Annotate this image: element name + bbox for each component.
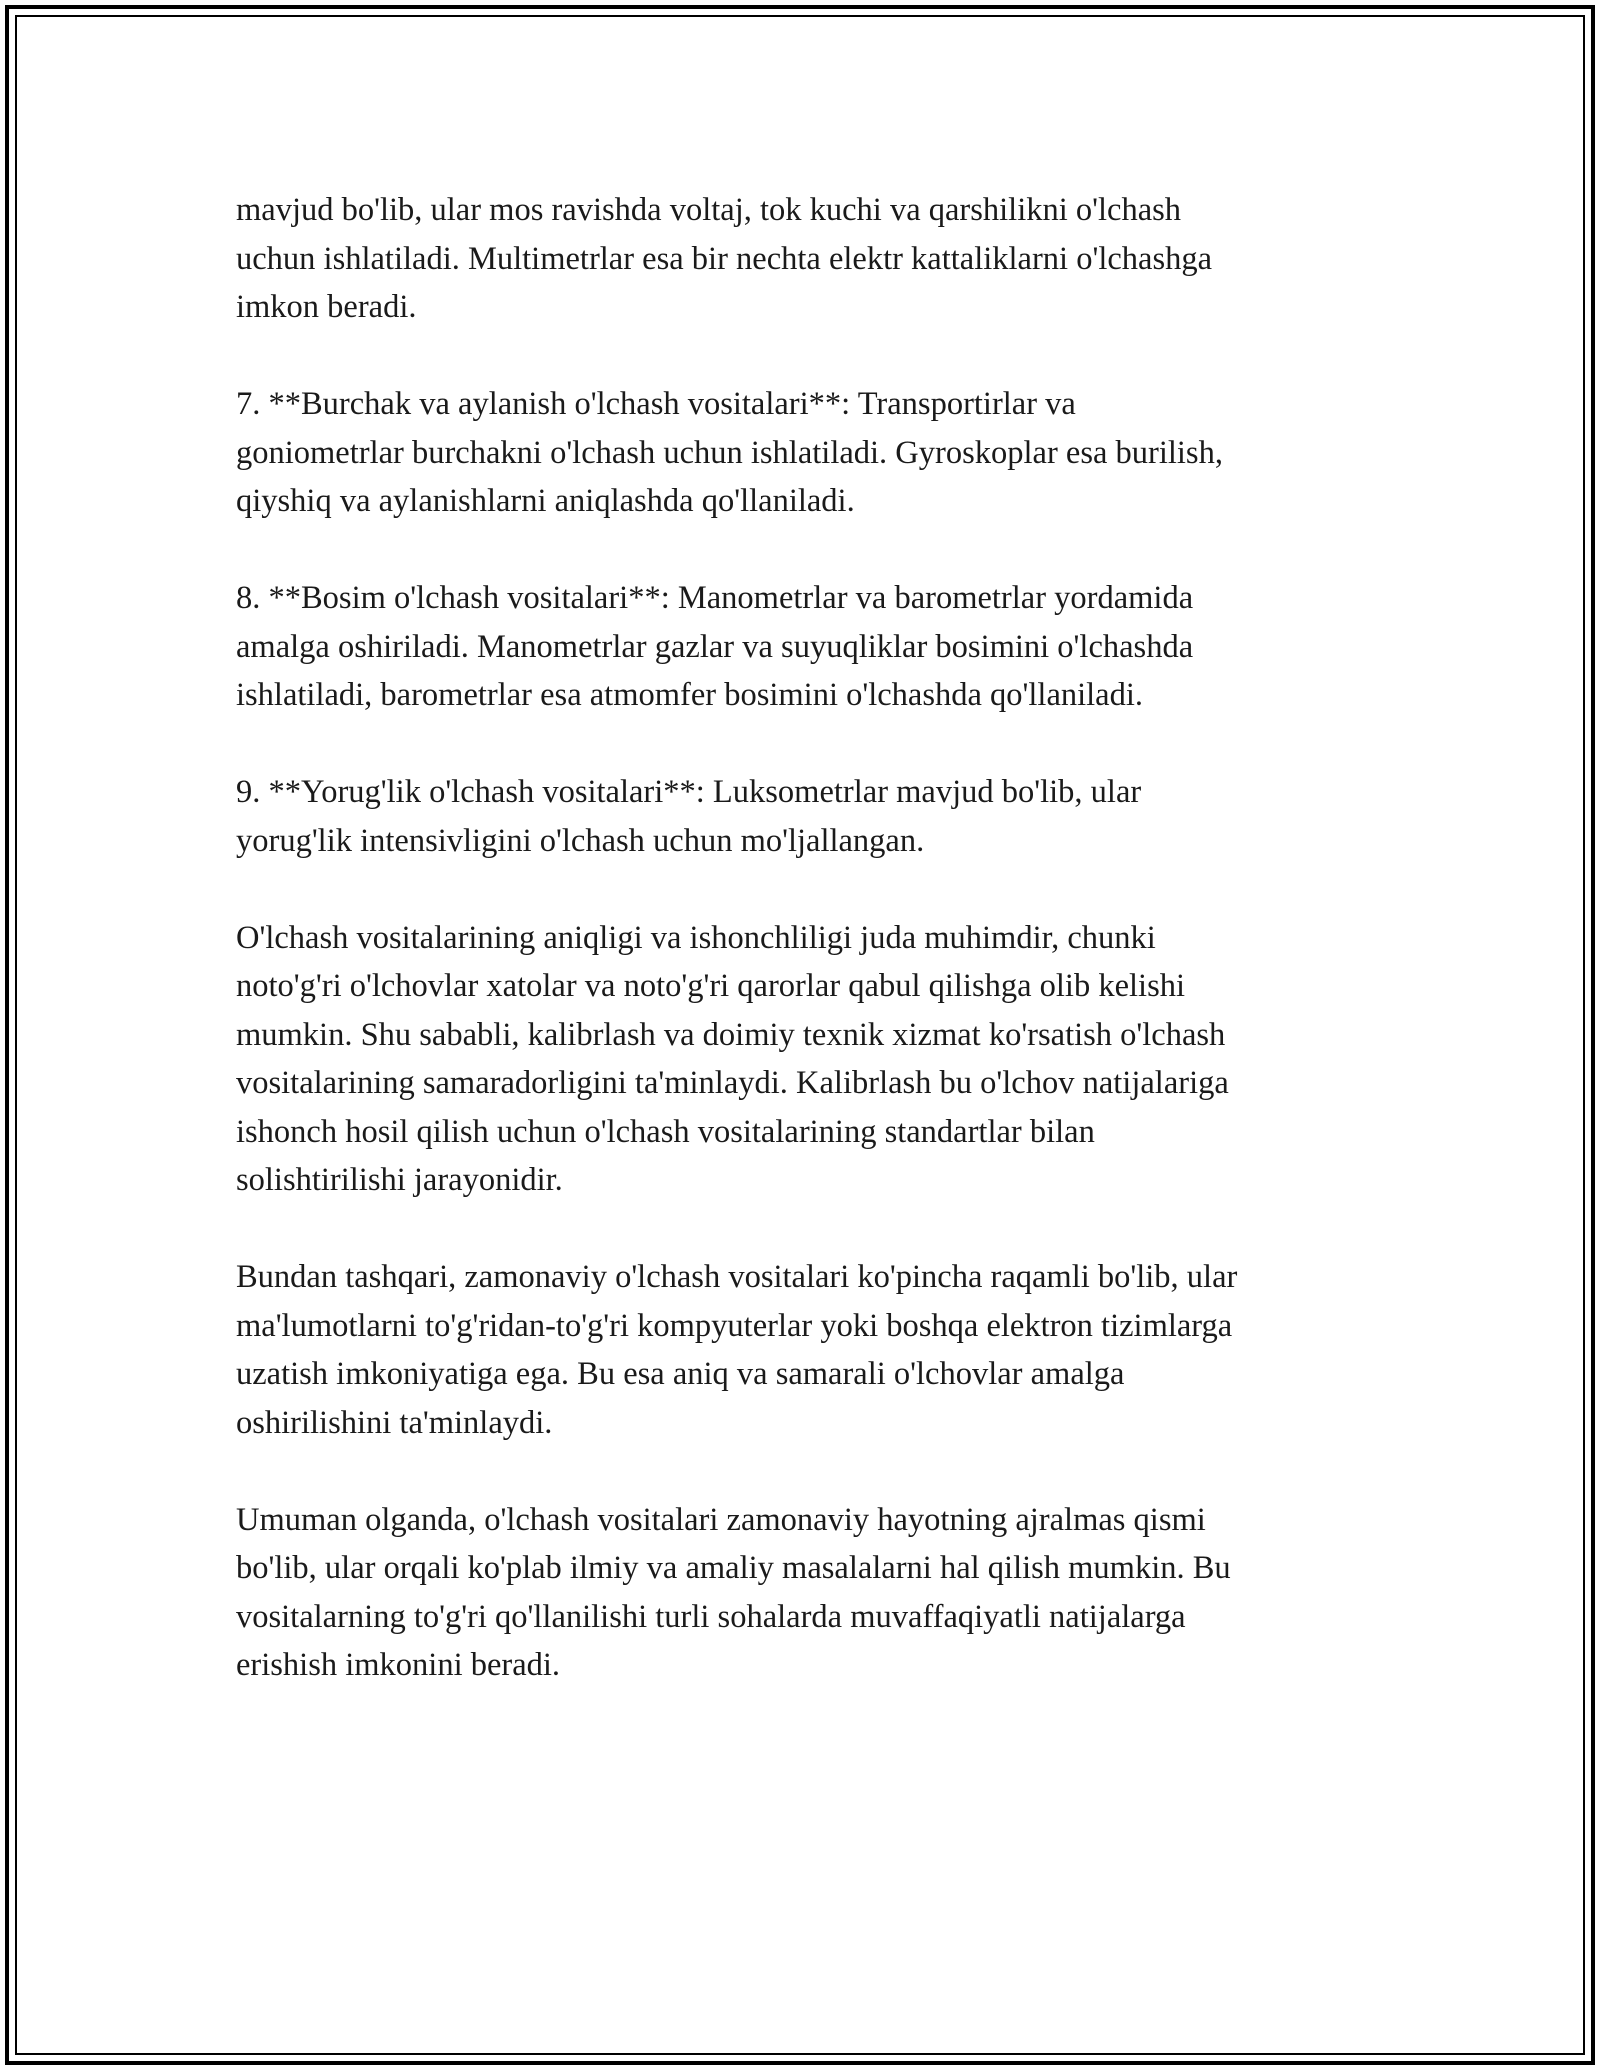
text-line: qiyshiq va aylanishlarni aniqlashda qo'llaniladi. [236, 483, 855, 519]
text-line: Bundan tashqari, zamonaviy o'lchash vositalari ko'pincha raqamli bo'lib, ular [236, 1259, 1238, 1295]
text-line: O'lchash vositalarining aniqligi va ishonchliligi juda muhimdir, chunki [236, 919, 1156, 956]
document-body [236, 186, 1386, 1738]
text-line: ishlatiladi, barometrlar esa atmomfer bosimini o'lchashda qo'llaniladi. [236, 677, 1144, 713]
paragraph-instruments-electrical [236, 186, 1386, 332]
text-line: mumkin. Shu sababli, kalibrlash va doimiy texnik xizmat ko'rsatish o'lchash [236, 1016, 1226, 1053]
text-line: vositalarning to'g'ri qo'llanilishi turli sohalarda muvaffaqiyatli natijalarga [236, 1598, 1186, 1635]
paragraph-item-9 [236, 768, 1386, 865]
text-line: 9. **Yorug'lik o'lchash vositalari**: Luksometrlar mavjud bo'lib, ular [236, 774, 1142, 810]
text-line: ma'lumotlarni to'g'ridan-to'g'ri kompyuterlar yoki boshqa elektron tizimlarga [236, 1307, 1233, 1344]
text-line: 7. **Burchak va aylanish o'lchash vositalari**: Transportirlar va [236, 386, 1076, 422]
text-line: oshirilishini ta'minlaydi. [236, 1404, 553, 1441]
text-line: goniometrlar burchakni o'lchash uchun ishlatiladi. Gyroskoplar esa burilish, [236, 434, 1223, 471]
text-line: yorug'lik intensivligini o'lchash uchun mo'ljallangan. [236, 822, 925, 859]
text-line: amalga oshiriladi. Manometrlar gazlar va suyuqliklar bosimini o'lchashda [236, 628, 1194, 665]
text-line: erishish imkonini beradi. [236, 1647, 561, 1683]
text-line: uchun ishlatiladi. Multimetrlar esa bir nechta elektr kattaliklarni o'lchashga [236, 240, 1213, 277]
text-line: Umuman olganda, o'lchash vositalari zamonaviy hayotning ajralmas qismi [236, 1501, 1206, 1538]
text-line: mavjud bo'lib, ular mos ravishda voltaj, tok kuchi va qarshilikni o'lchash [236, 192, 1182, 228]
paragraph-digital [236, 1253, 1386, 1447]
text-line: noto'g'ri o'lchovlar xatolar va noto'g'ri qarorlar qabul qilishga olib kelishi [236, 968, 1185, 1004]
text-line: solishtirilishi jarayonidir. [236, 1162, 563, 1198]
text-line: uzatish imkoniyatiga ega. Bu esa aniq va samarali o'lchovlar amalga [236, 1356, 1125, 1392]
paragraph-conclusion [236, 1496, 1386, 1690]
paragraph-item-7 [236, 380, 1386, 526]
paragraph-item-8 [236, 574, 1386, 720]
text-line: ishonch hosil qilish uchun o'lchash vositalarining standartlar bilan [236, 1113, 1095, 1150]
text-line: vositalarining samaradorligini ta'minlaydi. Kalibrlash bu o'lchov natijalariga [236, 1065, 1229, 1101]
paragraph-accuracy [236, 914, 1386, 1205]
text-line: 8. **Bosim o'lchash vositalari**: Manometrlar va barometrlar yordamida [236, 580, 1194, 616]
text-line: imkon beradi. [236, 289, 417, 325]
text-line: bo'lib, ular orqali ko'plab ilmiy va amaliy masalalarni hal qilish mumkin. Bu [236, 1550, 1231, 1586]
